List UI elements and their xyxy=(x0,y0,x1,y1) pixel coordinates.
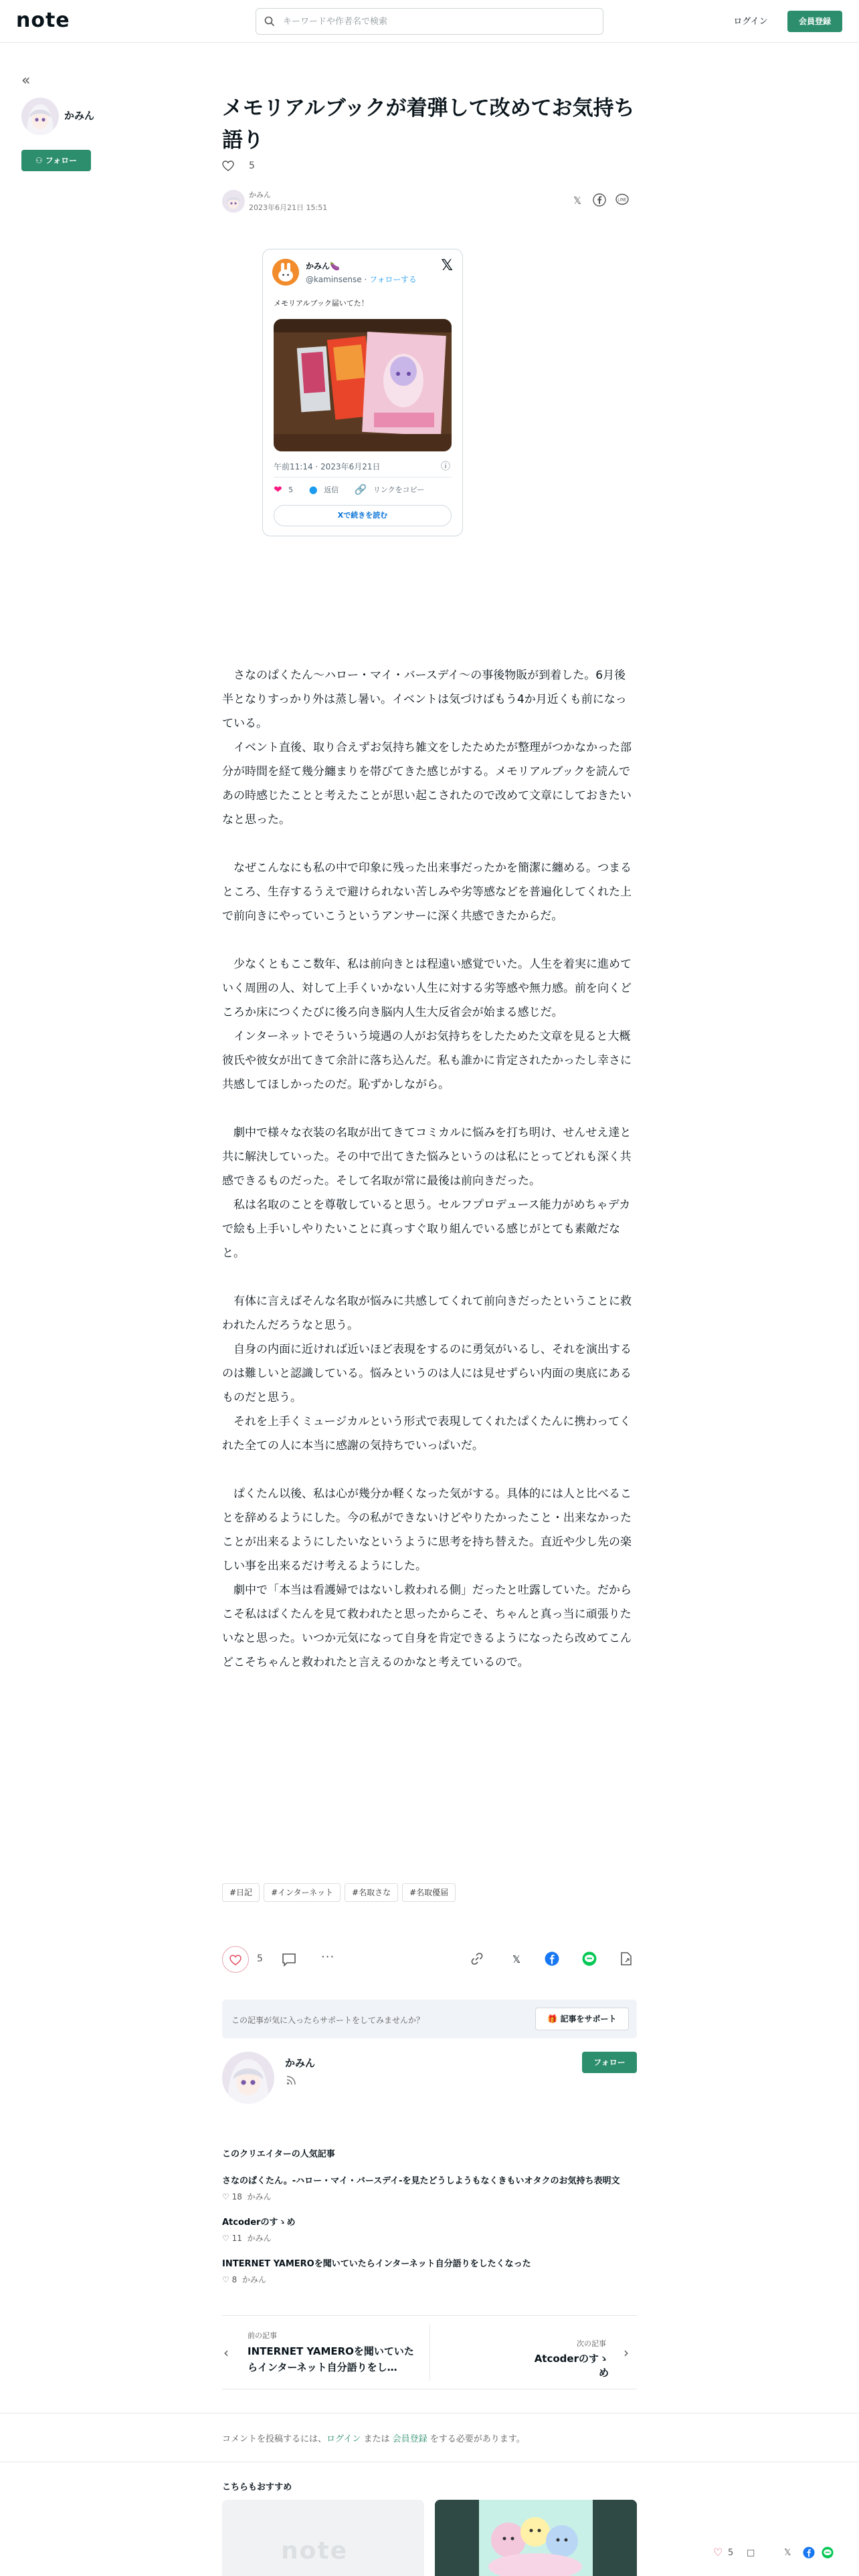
support-button[interactable] xyxy=(535,2008,629,2030)
body-paragraph: なぜこんなにも私の中で印象に残った出来事だったかを簡潔に纏める。つまるところ、生存するうえで避けられない苦しみや劣等感などを普遍化してくれた上で前向きにやっていこうというアンサーに深く共感できたからだ。 xyxy=(222,861,632,923)
support-text: この記事が気に入ったらサポートをしてみませんか？ xyxy=(231,2016,425,2025)
facebook-share-icon[interactable] xyxy=(803,2547,815,2559)
search-input[interactable] xyxy=(283,14,591,29)
signup-link[interactable]: 会員登録 xyxy=(392,2434,427,2444)
divider xyxy=(222,2315,637,2316)
x-share-icon[interactable]: 𝕏 xyxy=(573,195,582,207)
info-icon[interactable]: ⓘ xyxy=(441,461,450,472)
follow-button[interactable]: フォロー xyxy=(582,2052,637,2073)
like-count: 5 xyxy=(257,1953,263,1964)
facebook-share-icon[interactable] xyxy=(545,1951,561,1967)
recommended-heading: こちらもおすすめ xyxy=(222,2482,292,2492)
author-avatar-small[interactable] xyxy=(222,190,245,213)
x-share-icon[interactable]: 𝕏 xyxy=(784,2548,791,2558)
tweet-actions xyxy=(274,484,424,496)
like-button[interactable] xyxy=(222,1946,249,1973)
login-link[interactable]: ログイン xyxy=(733,17,768,27)
body-paragraph: さなのぱくたん〜ハロー・マイ・バースデイ〜の事後物販が到着した。6月後半となりすっかり外は蒸し暑い。イベントは気づけばもう4か月近くも前になっている。 xyxy=(222,669,627,730)
tweet-reply-label[interactable]: 返信 xyxy=(324,486,339,494)
popular-article-title[interactable]: さなのぱくたん。-ハロー・マイ・バースデイ-を見たどうしようもなくきもいオタクのお気持ち表明文 xyxy=(222,2176,620,2186)
popular-article-meta xyxy=(222,2191,272,2202)
comment-notice xyxy=(222,2432,525,2444)
rss-icon[interactable] xyxy=(286,2076,296,2085)
tweet-read-more-button[interactable]: Xで続きを読む xyxy=(274,505,452,526)
tweet-avatar[interactable] xyxy=(272,259,299,286)
body-paragraph: ぱくたん以後、私は心が幾分か軽くなった気がする。具体的には人と比べることを辞めるようにした。今の私ができないけどやりたかったこと・出来なかったことが出来るようにしたいなというように思考を持ち替えた。直近や少し先の楽しい事を出来るだけ考えるようにした。 xyxy=(222,1487,632,1573)
note-watermark: note xyxy=(281,2537,348,2565)
tweet-heart-icon[interactable]: ❤ xyxy=(274,484,282,496)
tag-chip[interactable]: #インターネット xyxy=(264,1883,341,1902)
gift-icon: 🎁 xyxy=(547,2014,561,2024)
popular-article-meta xyxy=(222,2274,266,2285)
recommended-card[interactable] xyxy=(435,2500,637,2576)
body-paragraph: 劇中で「本当は看護婦ではないし救われる側」だったと吐露していた。だからこそ私はぱくたんを見て救われたと思ったからこそ、ちゃんと真っ当に頑張りたいなと思った。いつか元気になって自身を肯定できるようになったら改めてこんどこそちゃんと救われたと言えるのかなと考えているので。 xyxy=(222,1584,632,1669)
like-summary[interactable] xyxy=(222,160,255,171)
tag-list xyxy=(222,1883,460,1902)
body-paragraph: 有体に言えばそんな名取が悩みに共感してくれて前向きだったということに救われたんだろうなと思う。 xyxy=(222,1295,632,1332)
support-box xyxy=(222,2000,637,2038)
comment-notice-text: または xyxy=(361,2434,393,2444)
article-body xyxy=(222,663,637,1675)
copy-link-icon[interactable] xyxy=(470,1951,486,1967)
body-paragraph: 私は名取のことを尊敬していると思う。セルフプロデュース能力がめちゃデカで絵も上手いしやりたいことに真っすぐ取り組んでいる感じがとても素敵だなと。 xyxy=(222,1198,631,1260)
floating-action-bar xyxy=(709,2541,856,2568)
line-share-icon[interactable] xyxy=(615,193,630,208)
tag-chip[interactable]: #名取さな xyxy=(345,1883,398,1902)
publish-date: 2023年6月21日 15:51 xyxy=(249,203,328,212)
body-paragraph: 劇中で様々な衣装の名取が出てきてコミカルに悩みを打ち明け、せんせえ達と共に解決していった。その中で出てきた悩みというのは私にとってどれも深く共感できるものだった。そして名取が常に最後は前向きだった。 xyxy=(222,1126,632,1188)
like-count: 5 xyxy=(249,160,255,171)
search-box[interactable] xyxy=(256,8,603,35)
tweet-copy-label[interactable]: リンクをコピー xyxy=(373,486,425,494)
body-paragraph: 少なくともここ数年、私は前向きとは程遠い感覚でいた。人生を着実に進めていく周囲の人、対して上手くいかない人生に対する劣等感や無力感。前を向くどころか床につくたびに後ろ向き脳内人生大反省会が始まる感じだ。 xyxy=(222,958,632,1019)
more-options-icon[interactable]: ··· xyxy=(321,1950,335,1964)
note-logo[interactable]: note xyxy=(16,9,70,32)
x-logo-icon[interactable]: 𝕏 xyxy=(441,257,453,274)
popular-author[interactable]: かみん xyxy=(247,2234,272,2243)
embedded-tweet[interactable] xyxy=(262,249,463,536)
tweet-text: メモリアルブック届いてた！ xyxy=(274,299,369,308)
author-name-small[interactable]: かみん xyxy=(249,191,271,199)
site-header xyxy=(0,0,859,43)
signup-button[interactable]: 会員登録 xyxy=(787,11,842,32)
tweet-reply-icon[interactable]: ● xyxy=(308,484,318,496)
author-card-avatar[interactable] xyxy=(222,2052,274,2104)
chevron-left-icon[interactable]: ‹ xyxy=(223,2345,229,2361)
article-title: メモリアルブックが着弾して改めてお気持ち語り xyxy=(222,96,635,152)
popular-like-count: 11 xyxy=(231,2234,242,2243)
popular-like-count: 18 xyxy=(231,2192,242,2202)
tweet-handle-row: @kaminsense · フォローする xyxy=(306,275,417,284)
body-paragraph: 自身の内面に近ければ近いほど表現をするのに勇気がいるし、それを演出するのは難しいと認識している。悩みというのは人には見せずらい内面の奥底にあるものだと思う。 xyxy=(222,1343,632,1404)
comment-icon[interactable] xyxy=(281,1951,297,1967)
comment-notice-text: コメントを投稿するには、 xyxy=(222,2434,327,2444)
popular-article-title[interactable]: INTERNET YAMEROを聞いていたらインターネット自分語りをしたくなった xyxy=(222,2259,531,2269)
svg-text:LINE: LINE xyxy=(617,197,627,203)
tweet-like-count: 5 xyxy=(288,485,294,494)
facebook-share-icon[interactable] xyxy=(593,193,607,208)
tweet-link-icon[interactable]: 🔗 xyxy=(354,484,367,496)
next-article-link[interactable]: Atcoderのすゝめ xyxy=(534,2353,609,2379)
tweet-author-name[interactable]: かみん🍆 xyxy=(306,261,340,271)
tag-chip[interactable]: #名取優届 xyxy=(402,1883,456,1902)
comment-icon[interactable]: □ xyxy=(747,2548,755,2558)
popular-author[interactable]: かみん xyxy=(242,2275,266,2284)
chevron-right-icon[interactable]: › xyxy=(624,2345,629,2361)
prev-article-label: 前の記事 xyxy=(248,2331,277,2340)
support-button-label: 記事をサポート xyxy=(560,2014,617,2024)
follow-button[interactable] xyxy=(21,150,91,171)
heart-icon: ♡ xyxy=(222,2234,232,2243)
follow-label: フォロー xyxy=(45,156,78,165)
heart-icon xyxy=(222,160,234,171)
prev-article-link[interactable]: INTERNET YAMEROを聞いていたらインターネット自分語りをし… xyxy=(248,2345,414,2373)
tweet-photo[interactable] xyxy=(274,319,452,451)
embed-icon[interactable] xyxy=(619,1951,636,1967)
body-paragraph: イベント直後、取り合えずお気持ち雑文をしたためたが整理がつかなかった部分が時間を経て幾分纏まりを帯びてきた感じがする。メモリアルブックを読んであの時感じたことと考えたことが思い起こされたので改めて文章にしておきたいなと思った。 xyxy=(222,741,632,827)
floating-like-count: 5 xyxy=(728,2548,734,2558)
add-user-icon: ⚇ xyxy=(35,156,45,165)
recommended-card[interactable] xyxy=(222,2500,424,2576)
collapse-sidebar-icon[interactable]: « xyxy=(21,72,31,89)
tweet-handle[interactable]: @kaminsense xyxy=(306,275,362,284)
search-icon xyxy=(264,16,275,27)
next-article-label: 次の記事 xyxy=(577,2339,606,2348)
tweet-timestamp[interactable]: 午前11:14 · 2023年6月21日 xyxy=(274,462,381,471)
tag-chip[interactable]: #日記 xyxy=(222,1883,260,1902)
heart-icon: ♡ xyxy=(222,2275,232,2284)
popular-article-title[interactable]: Atcoderのすゝめ xyxy=(222,2218,296,2228)
heart-icon[interactable]: ♡ xyxy=(713,2546,723,2559)
body-paragraph: それを上手くミュージカルという形式で表現してくれたぱくたんに携わってくれた全ての人に本当に感謝の気持ちでいっぱいだ。 xyxy=(222,1415,632,1453)
tweet-follow-link[interactable]: フォローする xyxy=(369,275,417,284)
popular-like-count: 8 xyxy=(231,2275,237,2284)
comment-notice-text: をする必要があります。 xyxy=(427,2434,525,2444)
x-share-icon[interactable]: 𝕏 xyxy=(512,1953,521,1965)
body-paragraph: インターネットでそういう境遇の人がお気持ちをしたためた文章を見ると大概彼氏や彼女が出てきて余計に落ち込んだ。私も誰かに肯定されたかったし幸さに共感してほしかったのだ。恥ずかしながら。 xyxy=(222,1030,632,1091)
author-name[interactable]: かみん xyxy=(64,110,95,122)
line-share-icon[interactable] xyxy=(582,1951,598,1967)
author-card-name[interactable]: かみん xyxy=(285,2057,316,2069)
popular-articles-heading: このクリエイターの人気記事 xyxy=(222,2149,335,2159)
heart-icon: ♡ xyxy=(222,2192,232,2202)
popular-article-meta xyxy=(222,2232,272,2244)
author-avatar[interactable] xyxy=(21,98,59,135)
login-link[interactable]: ログイン xyxy=(326,2434,361,2444)
popular-author[interactable]: かみん xyxy=(247,2192,272,2202)
line-share-icon[interactable] xyxy=(822,2547,834,2559)
